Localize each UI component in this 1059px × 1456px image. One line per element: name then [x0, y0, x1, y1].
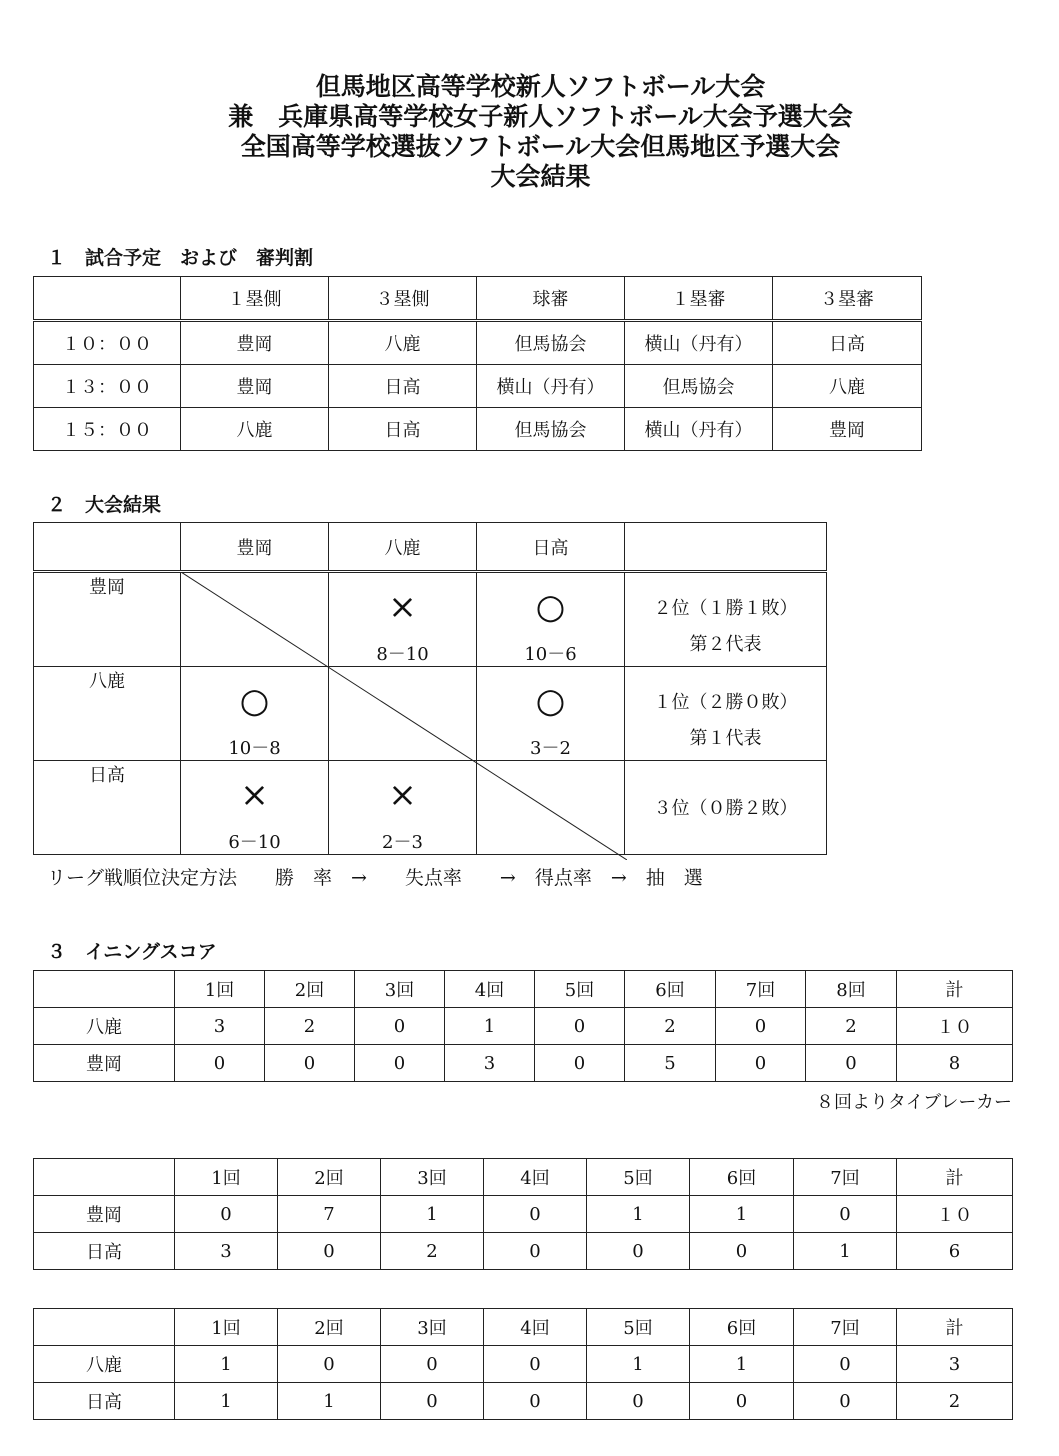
inning-team: 日高: [34, 1383, 175, 1420]
game-score: 2－3: [382, 832, 423, 853]
schedule-table: [33, 276, 922, 451]
inning-cell: 2: [265, 1008, 355, 1045]
inning-header-row: [34, 1309, 1013, 1346]
inning-header-cell: 6回: [690, 1159, 794, 1196]
inning-cell: 0: [484, 1383, 587, 1420]
inning-header-cell: 計: [897, 1159, 1013, 1196]
league-rank-header: [625, 523, 827, 572]
schedule-cell: 横山（丹有）: [477, 365, 625, 408]
inning-header-cell: 4回: [445, 971, 535, 1008]
inning-cell: 0: [587, 1233, 690, 1270]
schedule-cell: 但馬協会: [625, 365, 773, 408]
inning-cell: 1: [587, 1196, 690, 1233]
league-header-row: [34, 523, 827, 572]
game-score: 8－10: [376, 644, 429, 665]
rank-line: ２位（１勝１敗）: [653, 598, 798, 619]
inning-header-cell: 2回: [278, 1159, 381, 1196]
win-mark: ○: [535, 681, 566, 721]
rank-text: [625, 791, 826, 827]
schedule-cell: 但馬協会: [477, 321, 625, 365]
schedule-time: １０：００: [34, 321, 181, 365]
title-line-3: 全国高等学校選抜ソフトボール大会但馬地区予選大会: [240, 132, 841, 161]
inning-header-cell: [34, 971, 175, 1008]
inning-cell: 2: [625, 1008, 716, 1045]
inning-cell: 0: [381, 1346, 484, 1383]
schedule-cell: 八鹿: [329, 321, 477, 365]
loss-mark: ×: [388, 775, 417, 815]
inning-score-table-3: [33, 1308, 1013, 1420]
schedule-row: [34, 408, 922, 451]
game-score: 10－8: [228, 738, 281, 759]
inning-header-cell: 4回: [484, 1309, 587, 1346]
inning-cell: 0: [806, 1045, 897, 1082]
inning-header-row: [34, 971, 1013, 1008]
schedule-cell: 八鹿: [181, 408, 329, 451]
inning-cell: 7: [278, 1196, 381, 1233]
game-score: 6－10: [228, 832, 281, 853]
inning-cell: 1: [587, 1346, 690, 1383]
representative-line: 第２代表: [689, 634, 762, 655]
inning-header-cell: 8回: [806, 971, 897, 1008]
inning-cell: 0: [484, 1233, 587, 1270]
inning-header-cell: 計: [897, 971, 1013, 1008]
inning-header-cell: 2回: [278, 1309, 381, 1346]
inning-cell: 0: [355, 1045, 445, 1082]
schedule-cell: 日高: [329, 365, 477, 408]
inning-total: １０: [897, 1196, 1013, 1233]
inning-cell: 0: [587, 1383, 690, 1420]
schedule-cell: 日高: [329, 408, 477, 451]
inning-cell: 1: [690, 1346, 794, 1383]
game-score: 3－2: [530, 738, 571, 759]
inning-header-cell: 計: [897, 1309, 1013, 1346]
inning-header-cell: 1回: [175, 1309, 278, 1346]
inning-cell: 0: [716, 1045, 806, 1082]
inning-header-cell: 5回: [587, 1309, 690, 1346]
tiebreaker-note: ８回よりタイブレーカー: [815, 1092, 1012, 1113]
inning-header-cell: 1回: [175, 1159, 278, 1196]
schedule-cell: 横山（丹有）: [625, 408, 773, 451]
league-rank-cell: [625, 572, 827, 667]
league-team-label: 日高: [34, 761, 181, 855]
inning-score-table-2: [33, 1158, 1013, 1270]
inning-cell: 0: [278, 1346, 381, 1383]
inning-header-cell: 6回: [690, 1309, 794, 1346]
ranking-method-note: リーグ戦順位決定方法 勝 率 → 失点率 → 得点率 → 抽 選: [47, 867, 703, 889]
schedule-cell: 豊岡: [773, 408, 922, 451]
inning-cell: 0: [175, 1045, 265, 1082]
inning-cell: 0: [794, 1383, 897, 1420]
inning-cell: 3: [445, 1045, 535, 1082]
league-team-header: 豊岡: [181, 523, 329, 572]
schedule-row: [34, 321, 922, 365]
schedule-cell: 八鹿: [773, 365, 922, 408]
document-title: [0, 72, 1059, 192]
schedule-header-cell: ３塁側: [329, 277, 477, 321]
inning-header-cell: 3回: [355, 971, 445, 1008]
inning-cell: 0: [484, 1346, 587, 1383]
inning-row: [34, 1196, 1013, 1233]
win-mark: ○: [239, 681, 270, 721]
inning-cell: 0: [278, 1233, 381, 1270]
schedule-row: [34, 365, 922, 408]
inning-total: 3: [897, 1346, 1013, 1383]
inning-header-cell: 5回: [535, 971, 625, 1008]
league-team-label: 豊岡: [34, 572, 181, 667]
inning-cell: 1: [175, 1346, 278, 1383]
inning-cell: 0: [535, 1045, 625, 1082]
section-1-heading: １ 試合予定 および 審判割: [47, 247, 314, 269]
inning-row: [34, 1233, 1013, 1270]
inning-cell: 1: [278, 1383, 381, 1420]
rank-line: １位（２勝０敗）: [653, 692, 798, 713]
rank-text: [625, 591, 826, 663]
schedule-header-cell: １塁審: [625, 277, 773, 321]
schedule-cell: 豊岡: [181, 321, 329, 365]
league-team-header: 八鹿: [329, 523, 477, 572]
inning-header-cell: [34, 1159, 175, 1196]
schedule-time: １５：００: [34, 408, 181, 451]
inning-header-cell: 5回: [587, 1159, 690, 1196]
inning-cell: 0: [355, 1008, 445, 1045]
schedule-header-row: [34, 277, 922, 321]
league-corner-cell: [34, 523, 181, 572]
inning-team: 八鹿: [34, 1008, 175, 1045]
inning-row: [34, 1383, 1013, 1420]
inning-header-cell: 1回: [175, 971, 265, 1008]
league-team-header: 日高: [477, 523, 625, 572]
inning-score-table-1: [33, 970, 1013, 1082]
inning-cell: 0: [484, 1196, 587, 1233]
inning-cell: 1: [381, 1196, 484, 1233]
representative-line: 第１代表: [689, 728, 762, 749]
inning-row: [34, 1008, 1013, 1045]
inning-cell: 0: [690, 1383, 794, 1420]
inning-cell: 0: [175, 1196, 278, 1233]
schedule-time: １３：００: [34, 365, 181, 408]
loss-mark: ×: [388, 587, 417, 627]
league-team-label: 八鹿: [34, 667, 181, 761]
inning-cell: 1: [445, 1008, 535, 1045]
loss-mark: ×: [240, 775, 269, 815]
inning-header-row: [34, 1159, 1013, 1196]
schedule-cell: 横山（丹有）: [625, 321, 773, 365]
inning-header-cell: 6回: [625, 971, 716, 1008]
inning-cell: 5: [625, 1045, 716, 1082]
inning-row: [34, 1346, 1013, 1383]
inning-cell: 3: [175, 1008, 265, 1045]
inning-header-cell: 3回: [381, 1309, 484, 1346]
inning-header-cell: 7回: [716, 971, 806, 1008]
schedule-header-cell: ３塁審: [773, 277, 922, 321]
inning-header-cell: 7回: [794, 1309, 897, 1346]
inning-total: 8: [897, 1045, 1013, 1082]
inning-cell: 0: [535, 1008, 625, 1045]
inning-header-cell: 2回: [265, 971, 355, 1008]
inning-team: 八鹿: [34, 1346, 175, 1383]
inning-total: 2: [897, 1383, 1013, 1420]
inning-team: 日高: [34, 1233, 175, 1270]
schedule-cell: 日高: [773, 321, 922, 365]
game-score: 10－6: [524, 644, 577, 665]
title-line-2: 兼 兵庫県高等学校女子新人ソフトボール大会予選大会: [228, 102, 853, 131]
schedule-header-cell: 球審: [477, 277, 625, 321]
rank-line: ３位（０勝２敗）: [653, 798, 798, 819]
schedule-cell: 但馬協会: [477, 408, 625, 451]
inning-header-cell: 4回: [484, 1159, 587, 1196]
inning-cell: 1: [175, 1383, 278, 1420]
inning-cell: 0: [265, 1045, 355, 1082]
inning-team: 豊岡: [34, 1045, 175, 1082]
inning-row: [34, 1045, 1013, 1082]
win-mark: ○: [535, 587, 566, 627]
inning-header-cell: [34, 1309, 175, 1346]
inning-cell: 0: [794, 1196, 897, 1233]
inning-cell: 2: [806, 1008, 897, 1045]
inning-cell: 1: [690, 1196, 794, 1233]
inning-cell: 0: [716, 1008, 806, 1045]
schedule-cell: 豊岡: [181, 365, 329, 408]
schedule-header-cell: [34, 277, 181, 321]
inning-total: 6: [897, 1233, 1013, 1270]
inning-cell: 0: [690, 1233, 794, 1270]
inning-cell: 1: [794, 1233, 897, 1270]
schedule-header-cell: １塁側: [181, 277, 329, 321]
section-3-heading: ３ イニングスコア: [47, 941, 217, 963]
diagonal-line: [181, 572, 627, 860]
inning-total: １０: [897, 1008, 1013, 1045]
inning-cell: 2: [381, 1233, 484, 1270]
title-line-4: 大会結果: [490, 162, 591, 191]
section-2-heading: ２ 大会結果: [47, 494, 162, 516]
league-rank-cell: [625, 761, 827, 855]
inning-header-cell: 7回: [794, 1159, 897, 1196]
title-line-1: 但馬地区高等学校新人ソフトボール大会: [315, 72, 766, 101]
inning-team: 豊岡: [34, 1196, 175, 1233]
league-rank-cell: [625, 667, 827, 761]
inning-cell: 0: [381, 1383, 484, 1420]
inning-cell: 3: [175, 1233, 278, 1270]
inning-header-cell: 3回: [381, 1159, 484, 1196]
rank-text: [625, 685, 826, 757]
inning-cell: 0: [794, 1346, 897, 1383]
